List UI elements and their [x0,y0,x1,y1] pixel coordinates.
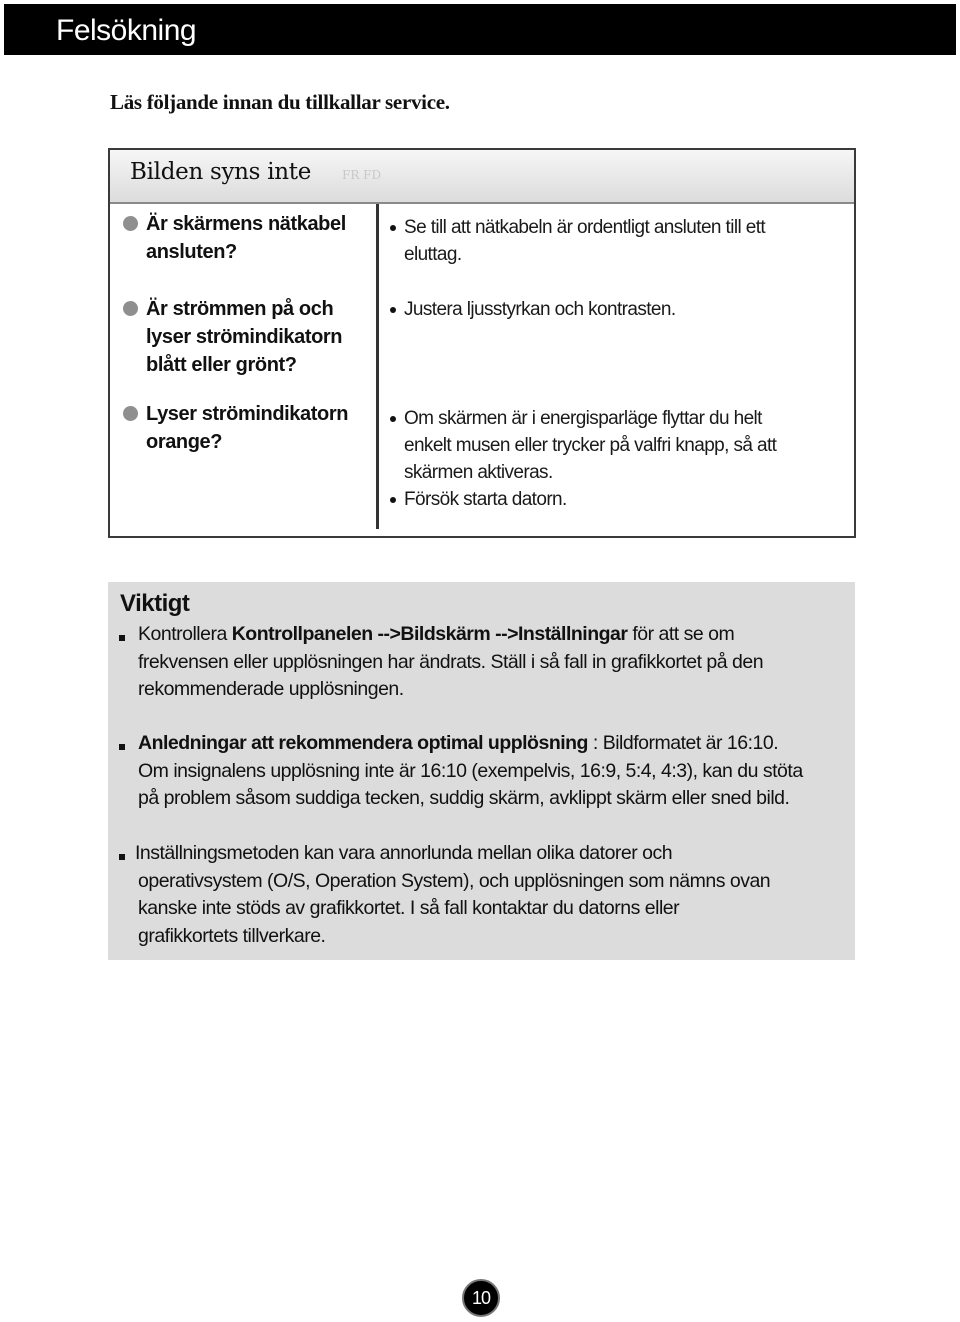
important-box [108,582,855,960]
question-cable [120,210,370,266]
troubleshoot-title: Bilden syns inte [130,159,312,185]
troubleshoot-header [110,150,854,204]
note-line: grafikkortets tillverkare. [138,924,326,947]
question-line: Lyser strömindikatorn [146,403,349,425]
bullet-dot-icon [123,301,138,316]
square-bullet-icon [119,854,125,860]
troubleshoot-table [108,148,856,538]
question-line: Är skärmens nätkabel [146,213,346,235]
column-divider [376,204,379,529]
note-text: för att se om [627,623,735,645]
note-line: Inställningsmetoden kan vara annorlunda mellan olika datorer och [135,842,673,864]
question-line: lyser strömindikatorn [146,326,343,348]
square-bullet-icon [119,744,125,750]
header-watermark: FR FD [342,168,382,182]
solution-line: Justera ljusstyrkan och kontrasten. [404,299,676,320]
note-text: Kontrollera [138,623,232,645]
header-bar [4,4,956,55]
solution-line: Försök starta datorn. [404,489,567,510]
note-text: : Bildformatet är 16:10. [587,732,779,754]
solution-line: enkelt musen eller trycker på valfri knapp, så att [404,435,777,456]
question-orange [120,400,370,456]
bullet-icon [390,225,396,231]
note-line [138,730,838,758]
note-bold: Anledningar att rekommendera optimal upplösning [138,732,588,754]
bullet-icon [390,307,396,313]
note-os [135,840,838,950]
note-line: på problem såsom suddiga tecken, suddig skärm, avklippt skärm eller sned bild. [138,787,790,809]
solution-line: skärmen aktiveras. [404,462,553,483]
solution-powersave [390,405,830,486]
question-line: Är strömmen på och [146,298,334,320]
question-power [120,295,370,379]
bullet-icon [390,416,396,422]
bullet-dot-icon [123,216,138,231]
square-bullet-icon [119,635,125,641]
note-line: frekvensen eller upplösningen har ändrats. Ställ i så fall in grafikkortet på den [138,650,764,673]
page-number: 10 [462,1279,500,1317]
solution-line: Om skärmen är i energisparläge flyttar du helt [404,408,762,429]
solution-line: Se till att nätkabeln är ordentligt ansluten till ett [404,217,766,238]
solution-cable [390,214,830,268]
bullet-dot-icon [123,406,138,421]
intro-text: Läs följande innan du tillkallar service. [110,90,450,114]
note-bold: Kontrollpanelen -->Bildskärm -->Inställningar [231,623,628,645]
question-line: orange? [146,431,223,453]
note-control-panel [138,621,838,704]
note-line: operativsystem (O/S, Operation System), och upplösningen som nämns ovan [138,869,771,892]
note-line [138,621,838,649]
solution-brightness [390,296,830,323]
page-title: Felsökning [56,14,197,47]
question-line: blått eller grönt? [146,354,297,376]
solution-start [390,486,830,513]
note-resolution [138,730,838,813]
note-line: rekommenderade upplösningen. [138,678,404,700]
note-line: kanske inte stöds av grafikkortet. I så fall kontaktar du datorns eller [138,897,680,919]
important-title: Viktigt [120,590,190,617]
note-line: Om insignalens upplösning inte är 16:10 (exempelvis, 16:9, 5:4, 4:3), kan du stöta [138,759,803,782]
bullet-icon [390,497,396,503]
question-line: ansluten? [146,241,237,263]
solution-line: eluttag. [404,244,462,265]
